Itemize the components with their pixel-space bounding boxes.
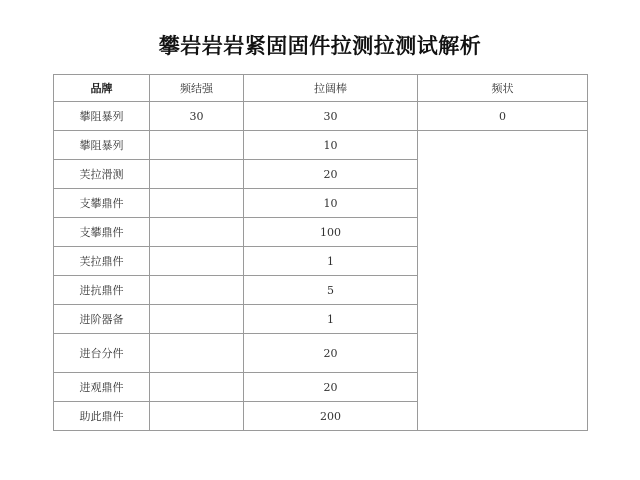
column-header-brand: 品牌 [54, 75, 150, 102]
column-header-3: 拉阔棒 [244, 75, 418, 102]
row-label: 攀阻暴列 [54, 131, 150, 160]
table-cell [150, 247, 244, 276]
table-row [54, 102, 588, 131]
table-cell: 5 [244, 276, 418, 305]
table-cell [150, 160, 244, 189]
table-cell: 30 [244, 102, 418, 131]
data-table [53, 74, 588, 431]
table-cell: 1 [244, 247, 418, 276]
row-label: 芙拉鼎件 [54, 247, 150, 276]
table-cell: 20 [244, 334, 418, 373]
row-label: 进台分件 [54, 334, 150, 373]
row-label: 支攀鼎件 [54, 189, 150, 218]
table-cell: 100 [244, 218, 418, 247]
table-cell: 20 [244, 373, 418, 402]
column-header-4: 频状 [418, 75, 588, 102]
table-cell: 0 [418, 102, 588, 131]
table-cell [150, 189, 244, 218]
table-cell [150, 305, 244, 334]
table-cell [150, 373, 244, 402]
table-cell [150, 334, 244, 373]
table-header-row [54, 75, 588, 102]
table-cell: 10 [244, 189, 418, 218]
row-label: 进抗鼎件 [54, 276, 150, 305]
page-title: 攀岩岩岩紧固固件拉测拉测试解析 [158, 34, 482, 58]
table-row [54, 131, 588, 160]
row-label: 助此鼎件 [54, 402, 150, 431]
table-cell [150, 402, 244, 431]
table-cell: 1 [244, 305, 418, 334]
table-cell [150, 276, 244, 305]
table-cell: 20 [244, 160, 418, 189]
table-cell: 10 [244, 131, 418, 160]
table-cell: 30 [150, 102, 244, 131]
column-header-2: 频结强 [150, 75, 244, 102]
table-cell [150, 218, 244, 247]
row-label: 进阶器备 [54, 305, 150, 334]
row-label: 芙拉滑测 [54, 160, 150, 189]
table-cell: 200 [244, 402, 418, 431]
row-label: 支攀鼎件 [54, 218, 150, 247]
merged-empty-cell [418, 131, 588, 431]
table-cell [150, 131, 244, 160]
row-label: 攀阻暴列 [54, 102, 150, 131]
row-label: 进观鼎件 [54, 373, 150, 402]
